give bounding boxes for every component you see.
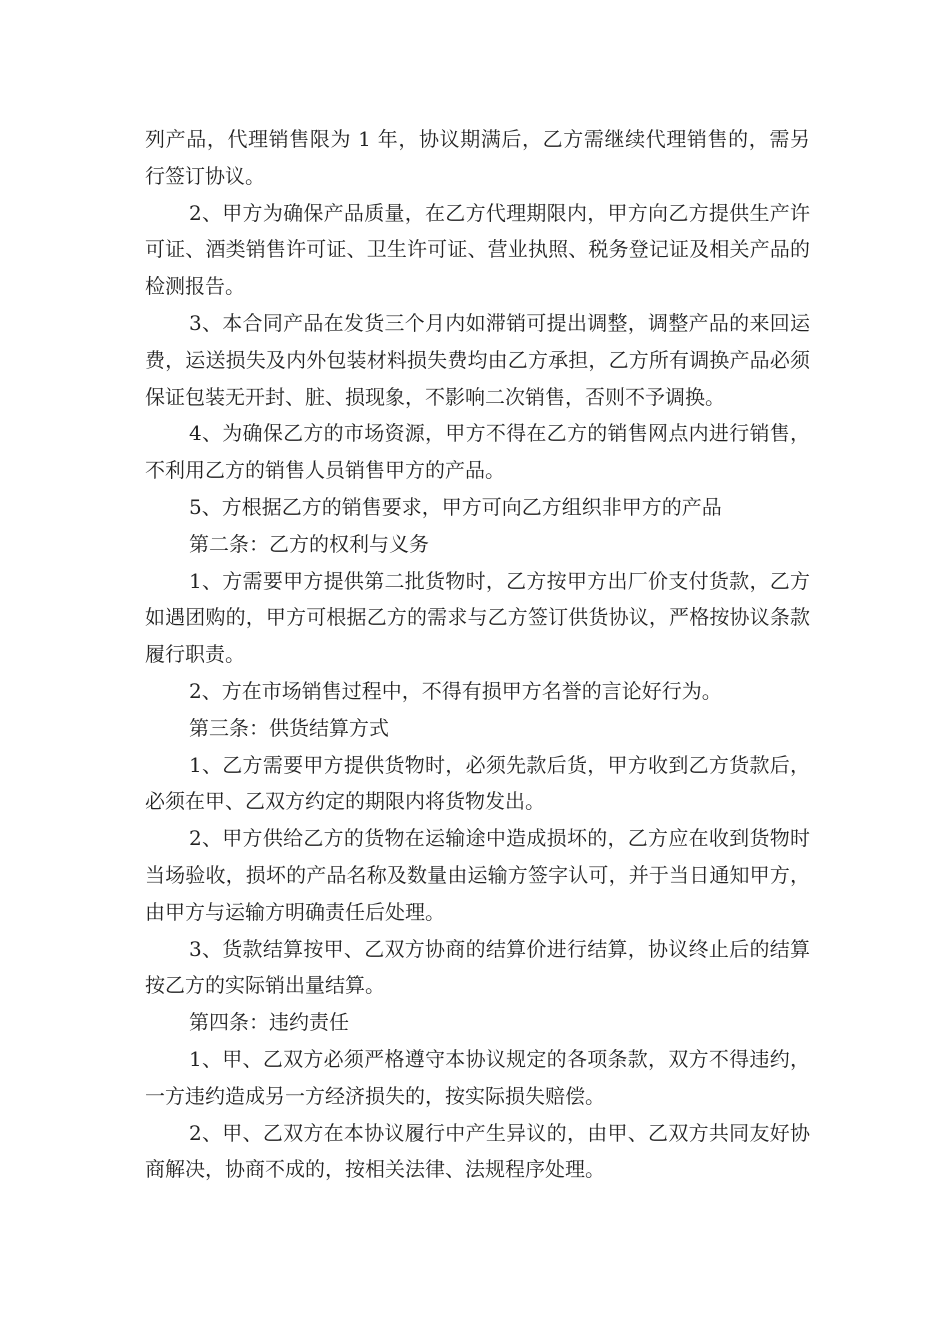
paragraph-continuation: 列产品，代理销售限为 1 年，协议期满后，乙方需继续代理销售的，需另行签订协议。 xyxy=(145,127,810,188)
clause-paragraph: 3、货款结算按甲、乙双方协商的结算价进行结算，协议终止后的结算按乙方的实际销出量结算。 xyxy=(145,936,810,998)
clause-paragraph: 4、为确保乙方的市场资源，甲方不得在乙方的销售网点内进行销售，不利用乙方的销售人员销售甲方的产品。 xyxy=(145,421,810,483)
section-heading: 第三条：供货结算方式 xyxy=(189,715,389,740)
clause-paragraph: 2、甲方供给乙方的货物在运输途中造成损坏的，乙方应在收到货物时当场验收，损坏的产品名称及数量由运输方签字认可，并于当日通知甲方，由甲方与运输方明确责任后处理。 xyxy=(145,826,810,924)
clause-paragraph: 2、甲方为确保产品质量，在乙方代理期限内，甲方向乙方提供生产许可证、酒类销售许可证、卫生许可证、营业执照、税务登记证及相关产品的检测报告。 xyxy=(145,200,810,299)
section-heading: 第四条：违约责任 xyxy=(189,1010,349,1035)
clause-paragraph: 2、甲、乙双方在本协议履行中产生异议的，由甲、乙双方共同友好协商解决，协商不成的，按相关法律、法规程序处理。 xyxy=(145,1120,810,1182)
clause-paragraph: 3、本合同产品在发货三个月内如滞销可提出调整，调整产品的来回运费，运送损失及内外包装材料损失费均由乙方承担，乙方所有调换产品必须保证包装无开封、脏、损现象，不影响二次销售，否则不予调换。 xyxy=(145,310,810,409)
clause-paragraph: 1、乙方需要甲方提供货物时，必须先款后货，甲方收到乙方货款后，必须在甲、乙双方约定的期限内将货物发出。 xyxy=(145,752,810,814)
section-heading: 第二条：乙方的权利与义务 xyxy=(189,531,429,556)
clause-paragraph: 1、甲、乙双方必须严格遵守本协议规定的各项条款，双方不得违约，一方违约造成另一方经济损失的，按实际损失赔偿。 xyxy=(145,1046,810,1108)
document-body xyxy=(145,121,810,1188)
clause-paragraph: 2、方在市场销售过程中，不得有损甲方名誉的言论好行为。 xyxy=(189,678,722,703)
clause-paragraph: 1、方需要甲方提供第二批货物时，乙方按甲方出厂价支付货款，乙方如遇团购的，甲方可根据乙方的需求与乙方签订供货协议，严格按协议条款履行职责。 xyxy=(145,568,810,667)
clause-paragraph: 5、方根据乙方的销售要求，甲方可向乙方组织非甲方的产品 xyxy=(189,494,722,519)
